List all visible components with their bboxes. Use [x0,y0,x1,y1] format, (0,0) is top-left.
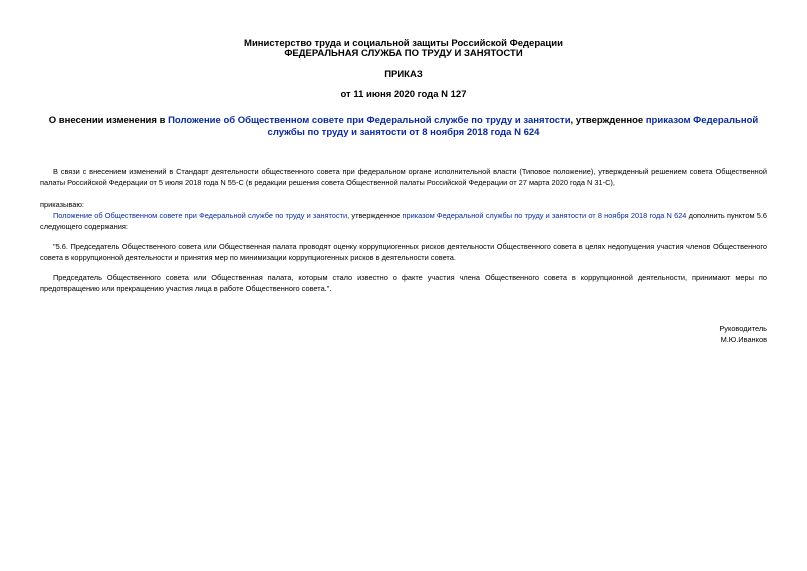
document-type: ПРИКАЗ [384,69,423,80]
ministry-name: Министерство труда и социальной защиты Российской Федерации [244,38,563,49]
amendment-link-order[interactable]: приказом Федеральной службы по труду и занятости от 8 ноября 2018 года N 624 [402,211,687,220]
paragraph-clause-5-6: "5.6. Председатель Общественного совета или Общественная палата проводят оценку коррупциогенных рисков деятельности Общественного совета в целях недопущения участия членов Общественного совета в коррупционной деятельности и принятия мер по минимизации коррупциогенных рисков в деятельности совета. [40,242,767,263]
signature-name: М.Ю.Иванков [720,335,767,344]
amendment-end: дополнить пунктом 5.6 следующего содержания: [40,211,768,232]
document-title [40,115,767,138]
paragraph-amendment [40,210,767,232]
signature-position: Руководитель [719,324,767,333]
title-link-regulation[interactable]: Положение об Общественном совете при Федеральной службе по труду и занятости [168,115,571,126]
amendment-link-regulation[interactable]: Положение об Общественном совете при Федеральной службе по труду и занятости [53,211,348,220]
amendment-middle: , утвержденное [347,211,403,220]
document-date-number: от 11 июня 2020 года N 127 [340,89,467,100]
title-prefix: О внесении изменения в [48,115,169,126]
title-middle: , утвержденное [570,115,646,126]
paragraph-preamble: В связи с внесением изменений в Стандарт деятельности общественного совета при федеральном органе исполнительной власти (Типовое положение), утвержденный решением совета Общественной палаты Российской Федерации от 5 июля 2018 года N 55-С (в редакции решения совета Общественной палаты Российской Федерации от 27 марта 2020 года N 31-С), [40,167,767,188]
paragraph-clause-5-6-cont: Председатель Общественного совета или Общественная палата, которым стало известно о факте участия члена Общественного совета в коррупционной деятельности, принимают меры по предотвращению или прекращению участия лица в работе Общественного совета.". [40,273,767,294]
paragraph-order-word: приказываю: [40,200,84,209]
service-name: ФЕДЕРАЛЬНАЯ СЛУЖБА ПО ТРУДУ И ЗАНЯТОСТИ [284,48,523,59]
title-link-order[interactable]: приказом Федеральной службы по труду и занятости от 8 ноября 2018 года N 624 [267,115,759,138]
